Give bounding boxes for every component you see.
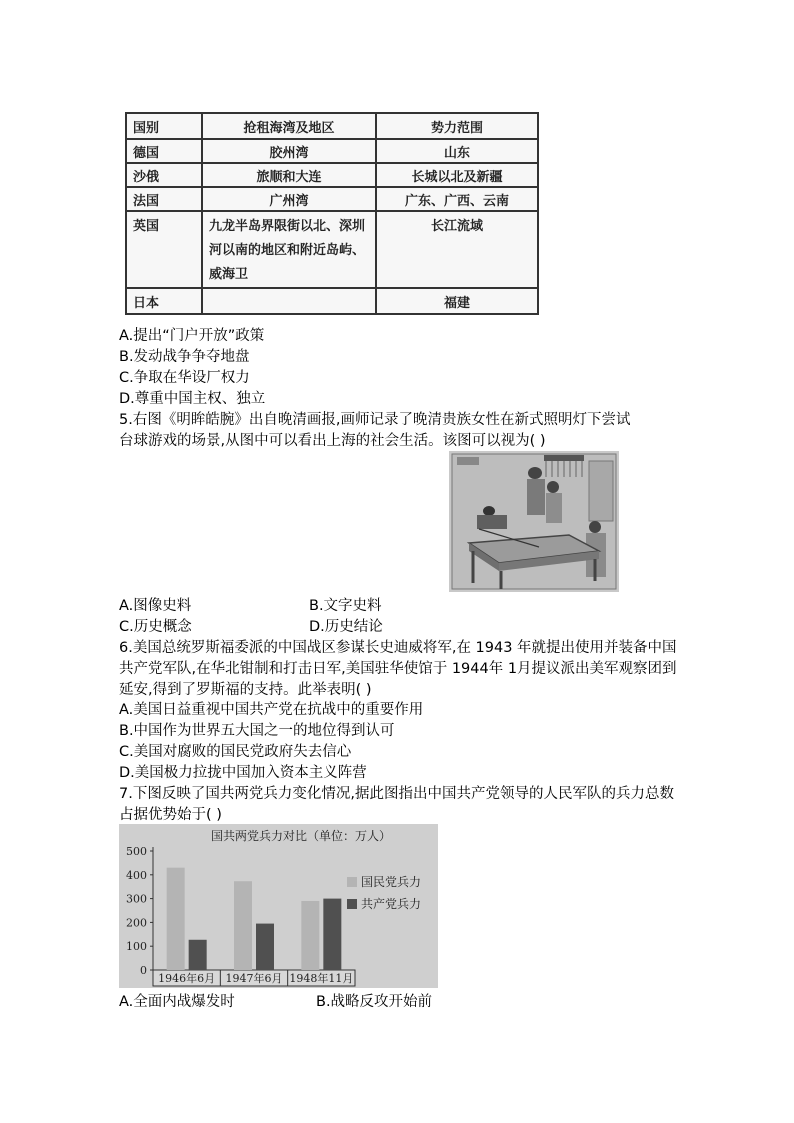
legend-swatch xyxy=(347,877,357,887)
y-tick-label: 400 xyxy=(126,868,147,882)
table-header-sphere: 势力范围 xyxy=(376,113,538,139)
x-tick-label: 1947年6月 xyxy=(225,972,283,985)
legend-label: 共产党兵力 xyxy=(361,897,422,911)
table-cell: 胶州湾 xyxy=(202,139,376,163)
table-cell: 日本 xyxy=(126,288,202,314)
billiards-illustration xyxy=(449,451,619,592)
q5-option-b: B.文字史料 xyxy=(309,598,382,614)
q5-stem-line1: 5.右图《明眸皓腕》出自晚清画报,画师记录了晚清贵族女性在新式照明灯下尝试 xyxy=(119,412,631,428)
legend-swatch xyxy=(347,899,357,909)
chart-title: 国共两党兵力对比（单位：万人） xyxy=(210,829,392,843)
q6-stem: 6.美国总统罗斯福委派的中国战区参谋长史迪威将军,在 1943 年就提出使用并装备中国共产党军队,在华北钳制和打击日军,美国驻华使馆于 1944年 1月提议派出美军观察团到延安,得到了罗斯福的支持。此举表明( ) xyxy=(119,640,677,698)
y-tick-label: 100 xyxy=(126,940,147,954)
table-cell xyxy=(202,288,376,314)
q7-option-a: A.全面内战爆发时 xyxy=(119,994,235,1010)
table-cell: 福建 xyxy=(376,288,538,314)
y-tick-label: 500 xyxy=(126,845,147,858)
table-header-leased: 抢租海湾及地区 xyxy=(202,113,376,139)
table-cell: 英国 xyxy=(126,211,202,288)
bar-kmt xyxy=(301,901,319,970)
table-cell: 长江流域 xyxy=(376,211,538,288)
y-tick-label: 300 xyxy=(126,892,147,906)
table-cell: 法国 xyxy=(126,187,202,211)
q6-option-d: D.美国极力拉拢中国加入资本主义阵营 xyxy=(119,765,367,781)
table-cell: 九龙半岛界限街以北、深圳河以南的地区和附近岛屿、威海卫 xyxy=(202,211,376,288)
q5-option-a: A.图像史料 xyxy=(119,598,192,614)
q5-stem-line2: 台球游戏的场景,从图中可以看出上海的社会生活。该图可以视为( ) xyxy=(119,433,546,449)
x-tick-label: 1948年11月 xyxy=(289,972,354,985)
y-tick-label: 0 xyxy=(140,964,147,977)
bar-cpc xyxy=(256,924,274,970)
q4-option-a: A.提出“门户开放”政策 xyxy=(119,328,265,344)
q5-option-d: D.历史结论 xyxy=(309,619,383,635)
bar-cpc xyxy=(323,899,341,970)
bar-kmt xyxy=(167,868,185,970)
q6-option-b: B.中国作为世界五大国之一的地位得到认可 xyxy=(119,723,395,739)
table-cell: 山东 xyxy=(376,139,538,163)
bar-cpc xyxy=(189,940,207,970)
q4-option-c: C.争取在华设厂权力 xyxy=(119,370,250,386)
q6-option-a: A.美国日益重视中国共产党在抗战中的重要作用 xyxy=(119,702,424,718)
legend-label: 国民党兵力 xyxy=(361,875,422,889)
table-cell: 旅顺和大连 xyxy=(202,163,376,187)
q5-option-c: C.历史概念 xyxy=(119,619,192,635)
table-cell: 沙俄 xyxy=(126,163,202,187)
bar-kmt xyxy=(234,881,252,970)
q6-option-c: C.美国对腐败的国民党政府失去信心 xyxy=(119,744,352,760)
y-tick-label: 200 xyxy=(126,916,147,930)
table-cell: 广东、广西、云南 xyxy=(376,187,538,211)
table-cell: 长城以北及新疆 xyxy=(376,163,538,187)
x-tick-label: 1946年6月 xyxy=(158,972,216,985)
table-cell: 广州湾 xyxy=(202,187,376,211)
troop-comparison-chart xyxy=(119,824,438,988)
q7-stem: 7.下图反映了国共两党兵力变化情况,据此图指出中国共产党领导的人民军队的兵力总数占据优势始于( ) xyxy=(119,786,674,823)
q4-option-d: D.尊重中国主权、独立 xyxy=(119,391,266,407)
table-header-country: 国别 xyxy=(126,113,202,139)
q4-option-b: B.发动战争争夺地盘 xyxy=(119,349,250,365)
q7-option-b: B.战略反攻开始前 xyxy=(316,994,433,1010)
table-cell: 德国 xyxy=(126,139,202,163)
powers-table xyxy=(125,112,539,315)
